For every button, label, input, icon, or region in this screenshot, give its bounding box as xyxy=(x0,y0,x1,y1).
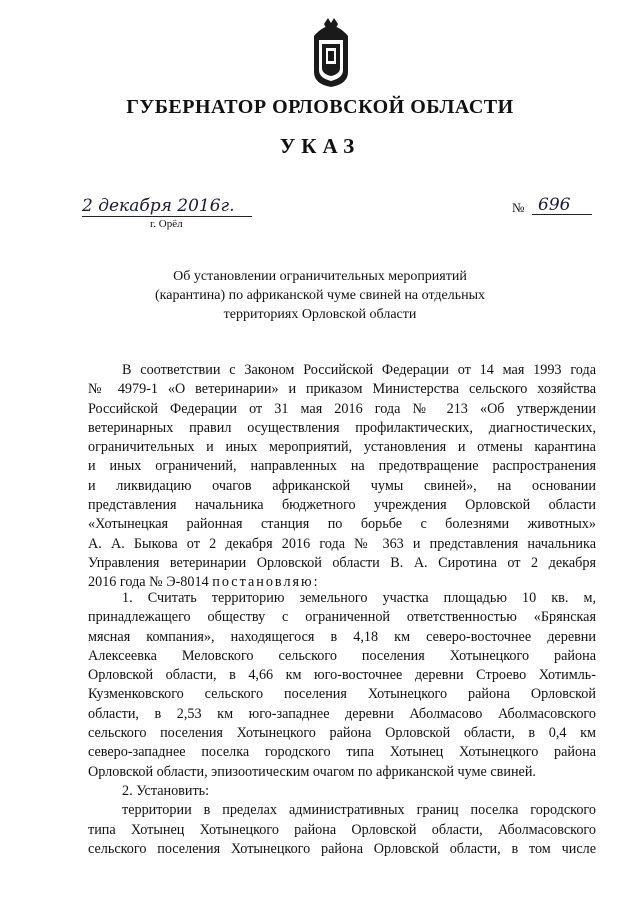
text-line: № 4979-1 «О ветеринарии» и приказом Министерства сельского хозяйства xyxy=(88,381,596,398)
text-line: Кузменковского сельского поселения Хотынецкого района Орловской xyxy=(88,686,596,703)
text-line: Российской Федерации от 31 мая 2016 года № 213 «Об утверждении xyxy=(88,400,596,417)
text-line: и иных ограничений, направленных на предотвращение распространения xyxy=(88,458,596,475)
text-line: северо-западнее поселка городского типа Хотынец Хотынецкого района xyxy=(88,744,596,761)
text-line: ограничительных и иных мероприятий, установления и отмены карантина xyxy=(88,439,596,456)
clause-1 xyxy=(88,589,596,859)
text-line: типа Хотынец Хотынецкого района Орловской области, Аболмасовского xyxy=(88,821,596,838)
clause-2-heading: 2. Установить: xyxy=(122,782,210,799)
issuing-authority: ГУБЕРНАТОР ОРЛОВСКОЙ ОБЛАСТИ xyxy=(126,96,514,118)
place-of-issue: г. Орёл xyxy=(150,218,183,230)
text-line: Орловской области, в 4,66 км юго-восточнее деревни Строево Хотимль- xyxy=(88,667,596,684)
text-line: мясная компания», находящегося в 4,18 км северо-восточнее деревни xyxy=(88,628,596,645)
text-line: области, в 2,53 км юго-западнее деревни Аболмасово Аболмасовского xyxy=(88,705,596,722)
decree-word: постановляю: xyxy=(212,574,320,591)
text-line: Управления ветеринарии Орловской области В. А. Сиротина от 2 декабря xyxy=(88,554,596,571)
subject-line: территориях Орловской области xyxy=(223,307,417,322)
text-line: А. А. Быкова от 2 декабря 2016 года № 363 и представления начальника xyxy=(88,535,596,552)
subject-line: Об установлении ограничительных мероприятий xyxy=(173,269,467,284)
preamble-paragraph xyxy=(88,361,596,593)
text-line: «Хотынецкая районная станция по борьбе с болезнями животных» xyxy=(88,516,596,533)
text-line: сельского поселения Хотынецкого района Орловской области, в 0,4 км xyxy=(88,725,596,742)
text-line: Орловской области, эпизоотическим очагом по африканской чуме свиней. xyxy=(88,763,536,780)
text-line: принадлежащего обществу с ограниченной ответственностью «Брянская xyxy=(88,609,596,626)
text-line: территории в пределах административных границ поселка городского xyxy=(122,802,596,819)
subject-line: (карантина) по африканской чуме свиней на отдельных xyxy=(154,288,486,303)
decree-date: 2 декабря 2016г. xyxy=(82,196,252,217)
text-line: ветеринарных правил осуществления профилактических, диагностических, xyxy=(88,419,596,436)
coat-of-arms-emblem xyxy=(306,14,356,88)
text-line: Алексеевка Меловского сельского поселения Хотынецкого района xyxy=(88,647,596,664)
text-line: В соответствии с Законом Российской Федерации от 14 мая 1993 года xyxy=(122,362,596,378)
text-line: и ликвидацию очагов африканской чумы свиней», на основании xyxy=(88,477,596,494)
text-line: сельского поселения Хотынецкого района Орловской области, в том числе xyxy=(88,840,596,857)
text-line: представления начальника бюджетного учреждения Орловской области xyxy=(88,497,596,514)
decree-subject xyxy=(0,267,640,324)
text-line: 1. Считать территорию земельного участка площадью 10 кв. м, xyxy=(122,590,596,606)
document-type: УКАЗ xyxy=(279,134,361,158)
preamble-last-line: 2016 года № Э-8014 xyxy=(88,574,209,591)
decree-number: 696 xyxy=(532,195,592,215)
number-label: № xyxy=(512,200,525,215)
